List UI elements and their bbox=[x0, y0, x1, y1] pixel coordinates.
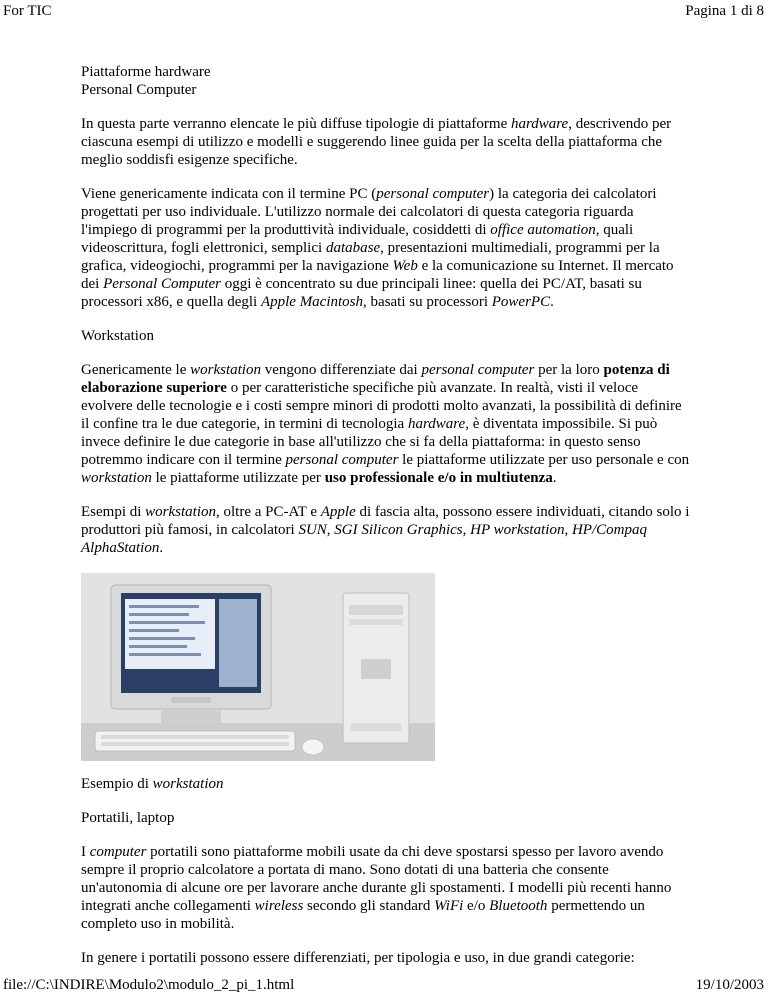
examples-paragraph: Esempi di workstation, oltre a PC-AT e Apple di fascia alta, possono essere individuati, citando solo i produttori più famosi, in calcolatori SUN, SGI Silicon Graphics, HP workstation, HP/Compaq AlphaStation. bbox=[81, 504, 690, 556]
footer-file-path: file://C:\INDIRE\Modulo2\modulo_2_pi_1.html bbox=[3, 977, 295, 993]
workstation-paragraph: Genericamente le workstation vengono differenziate dai personal computer per la loro potenza di elaborazione superiore o per caratteristiche specifiche più avanzate. In realtà, visti il veloce evolvere delle tecnologie e i costi sempre minori di prodotti molto avanzati, la possibilità di definire il confine tra le due categorie, in termini di tecnologia hardware, è diventata impossibile. Si può invece definire le due categorie in base all'utilizzo che si fa della piattaforma: in questo senso potremmo indicare con il termine personal computer le piattaforme utilizzate per uso personale e con workstation le piattaforme utilizzate per uso professionale e/o in multiutenza. bbox=[81, 362, 690, 486]
workstation-illustration bbox=[81, 573, 435, 761]
workstation-photo bbox=[81, 573, 435, 761]
footer-date: 19/10/2003 bbox=[695, 977, 764, 993]
title-line-2: Personal Computer bbox=[81, 82, 197, 98]
intro-paragraph: In questa parte verranno elencate le più diffuse tipologie di piattaforme hardware, descrivendo per ciascuna esempi di utilizzo e modelli e suggerendo linee guida per la scelta della piattaforma che meglio soddisfi esigenze specifiche. bbox=[81, 116, 672, 168]
laptop-heading: Portatili, laptop bbox=[81, 810, 175, 826]
pc-paragraph: Viene genericamente indicata con il termine PC (personal computer) la categoria dei calcolatori progettati per uso individuale. L'utilizzo normale dei calcolatori di questa categoria riguarda l'impiego di programmi per la produttività individuale, cosiddetti di office automation, quali videoscrittura, fogli elettronici, semplici database, presentazioni multimediali, programmi per la grafica, videogiochi, programmi per la navigazione Web e la comunicazione su Internet. Il mercato dei Personal Computer oggi è concentrato su due principali linee: quella dei PC/AT, basati su processori x86, e quella degli Apple Macintosh, basati su processori PowerPC. bbox=[81, 186, 674, 310]
title-line-1: Piattaforme hardware bbox=[81, 64, 211, 80]
page-title bbox=[81, 63, 691, 99]
figure-caption: Esempio di workstation bbox=[81, 776, 224, 792]
header-page-number: Pagina 1 di 8 bbox=[685, 3, 764, 19]
document-body bbox=[81, 63, 691, 983]
laptop-paragraph: I computer portatili sono piattaforme mobili usate da chi deve spostarsi spesso per lavoro avendo sempre il proprio calcolatore a portata di mano. Sono dotati di una batteria che consente un'autonomia di alcune ore per lavorare anche durante gli spostamenti. I modelli più recenti hanno integrati anche collegamenti wireless secondo gli standard WiFi e/o Bluetooth permettendo un completo uso in mobilità. bbox=[81, 844, 672, 932]
header-left: For TIC bbox=[3, 3, 52, 19]
workstation-heading: Workstation bbox=[81, 328, 154, 344]
laptop-categories-paragraph: In genere i portatili possono essere differenziati, per tipologia e uso, in due grandi categorie: bbox=[81, 950, 635, 966]
